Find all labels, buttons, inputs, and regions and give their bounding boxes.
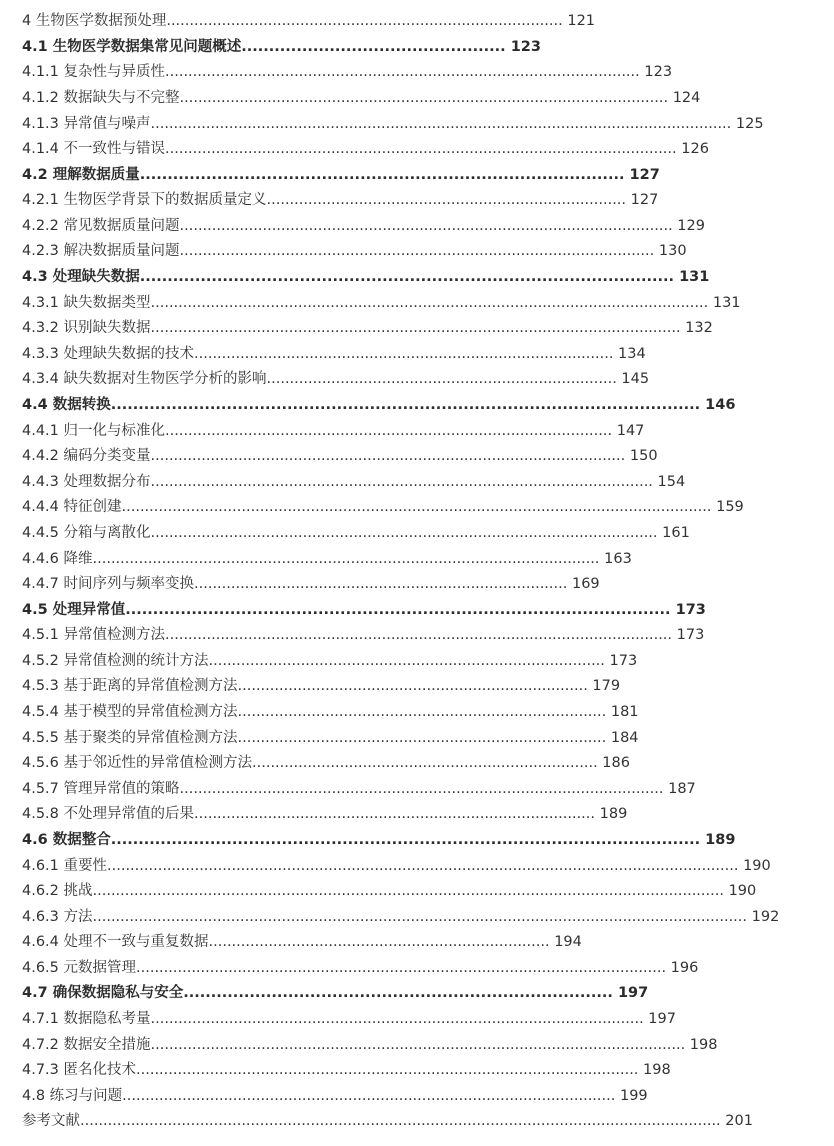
toc-dot-leader: ....................................................................................................... <box>165 64 640 80</box>
toc-page-number: 150 <box>625 448 658 464</box>
toc-entry-title: 4.2.1 生物医学背景下的数据质量定义 <box>22 192 267 208</box>
toc-entry-title: 4.3.3 处理缺失数据的技术 <box>22 346 195 362</box>
toc-page-number: 123 <box>639 64 673 80</box>
toc-entry <box>22 240 687 262</box>
toc-entry <box>22 317 713 339</box>
toc-page-number: 126 <box>676 141 709 157</box>
toc-page-number: 181 <box>606 704 639 720</box>
toc-entry-title: 4.5 处理异常值 <box>22 602 126 618</box>
toc-entry-title: 4.6.3 方法 <box>22 909 93 925</box>
toc-entry <box>22 1085 648 1107</box>
toc-dot-leader: ...................................................................................... <box>208 653 605 669</box>
toc-page-number: 184 <box>606 730 639 746</box>
toc-entry <box>22 189 658 211</box>
toc-section-heading <box>22 982 648 1004</box>
toc-entry-title: 4.6.2 挑战 <box>22 883 93 899</box>
toc-entry <box>22 496 744 518</box>
toc-entry-title: 4.3 处理缺失数据 <box>22 269 140 285</box>
toc-entry <box>22 113 764 135</box>
toc-entry-title: 4.3.4 缺失数据对生物医学分析的影响 <box>22 371 267 387</box>
toc-entry-title: 4.7.2 数据安全措施 <box>22 1037 151 1053</box>
toc-entry-title: 4 生物医学数据预处理 <box>22 13 167 29</box>
toc-entry <box>22 215 705 237</box>
toc-entry <box>22 1034 717 1056</box>
toc-entry <box>22 138 709 160</box>
toc-entry <box>22 61 672 83</box>
toc-dot-leader: ....................................................................................... <box>194 806 596 822</box>
toc-entry-title: 4.1.1 复杂性与异质性 <box>22 64 166 80</box>
toc-entry <box>22 343 646 365</box>
toc-page-number: 123 <box>505 39 541 55</box>
toc-section-heading <box>22 394 735 416</box>
toc-entry-title: 4.4.4 特征创建 <box>22 499 122 515</box>
toc-page-number: 134 <box>613 346 646 362</box>
toc-dot-leader: ....................................................................................................... <box>150 448 626 464</box>
toc-entry-title: 4.5.6 基于邻近性的异常值检测方法 <box>22 755 253 771</box>
toc-page-number: 173 <box>604 653 638 669</box>
toc-page-number: 131 <box>708 295 741 311</box>
toc-page-number: 190 <box>738 858 771 874</box>
toc-entry <box>22 10 595 32</box>
toc-entry <box>22 880 756 902</box>
toc-page-number: 186 <box>597 755 630 771</box>
toc-page-number: 173 <box>670 602 706 618</box>
toc-dot-leader: ....................................................................................................... <box>179 243 655 259</box>
toc-entry-title: 4.3.2 识别缺失数据 <box>22 320 151 336</box>
toc-dot-leader: ........................................................................................................... <box>150 1011 644 1027</box>
toc-entry-title: 4.2 理解数据质量 <box>22 167 140 183</box>
toc-dot-leader: ................................................ <box>241 39 506 55</box>
toc-entry <box>22 727 639 749</box>
toc-entry <box>22 471 685 493</box>
toc-dot-leader: ........................................................................... <box>252 755 598 771</box>
toc-page-number: 179 <box>587 678 621 694</box>
toc-entry-title: 4.5.5 基于聚类的异常值检测方法 <box>22 730 238 746</box>
toc-entry-title: 4.4.6 降维 <box>22 551 93 567</box>
toc-entry <box>22 1008 676 1030</box>
toc-page-number: 189 <box>700 832 736 848</box>
toc-entry-title: 4.7.1 数据隐私考量 <box>22 1011 151 1027</box>
toc-section-heading <box>22 599 706 621</box>
toc-page-number: 127 <box>626 192 659 208</box>
toc-entry <box>22 624 704 646</box>
toc-page-number: 197 <box>612 985 649 1001</box>
toc-entry <box>22 803 627 825</box>
toc-dot-leader: ......................................................................................................... <box>179 781 664 797</box>
toc-entry-title: 4.5.1 异常值检测方法 <box>22 627 166 643</box>
toc-dot-leader: .............................................................................................................. <box>92 551 600 567</box>
toc-entry-title: 4.2.2 常见数据质量问题 <box>22 218 180 234</box>
toc-page-number: 159 <box>711 499 744 515</box>
toc-page-number: 154 <box>652 474 686 490</box>
toc-entry-title: 4.4.3 处理数据分布 <box>22 474 151 490</box>
toc-page-number: 132 <box>680 320 713 336</box>
toc-page-number: 130 <box>654 243 687 259</box>
toc-entry <box>22 931 582 953</box>
toc-dot-leader: ................................................................................................................... <box>136 960 667 976</box>
toc-dot-leader: ........................................................................................... <box>194 346 614 362</box>
toc-page-number: 161 <box>657 525 690 541</box>
toc-entry <box>22 855 771 877</box>
toc-page-number: 198 <box>638 1062 671 1078</box>
toc-entry-title: 4.6.1 重要性 <box>22 858 108 874</box>
toc-page-number: 199 <box>615 1088 648 1104</box>
toc-page-number: 197 <box>643 1011 676 1027</box>
toc-section-heading <box>22 829 735 851</box>
toc-page-number: 173 <box>672 627 705 643</box>
toc-dot-leader: .............................................................................................................................. <box>150 116 732 132</box>
toc-entry-title: 4.5.2 异常值检测的统计方法 <box>22 653 209 669</box>
toc-page-number: 189 <box>595 806 628 822</box>
toc-entry-title: 4.5.7 管理异常值的策略 <box>22 781 180 797</box>
toc-entry <box>22 573 600 595</box>
toc-dot-leader: ......................................................................................................................... <box>150 295 709 311</box>
toc-entry-title: 4.1.3 异常值与噪声 <box>22 116 151 132</box>
toc-dot-leader: ............................................................................ <box>237 678 588 694</box>
toc-entry <box>22 1059 671 1081</box>
toc-entry-title: 4.4.7 时间序列与频率变换 <box>22 576 195 592</box>
toc-page-number: 187 <box>663 781 696 797</box>
toc-entry <box>22 445 658 467</box>
toc-section-heading <box>22 266 709 288</box>
toc-dot-leader: .............................................................................................................................................. <box>92 909 748 925</box>
toc-entry <box>22 420 644 442</box>
toc-entry-title: 4.1.2 数据缺失与不完整 <box>22 90 180 106</box>
toc-entry-title: 4.5.8 不处理异常值的后果 <box>22 806 195 822</box>
toc-dot-leader: ........................................................................................................... <box>122 1088 616 1104</box>
toc-page-number: 121 <box>562 13 596 29</box>
toc-entry-title: 4.6 数据整合 <box>22 832 111 848</box>
toc-page-number: 192 <box>747 909 780 925</box>
toc-dot-leader: ......................................................................................................................................... <box>92 883 724 899</box>
toc-entry <box>22 87 700 109</box>
toc-dot-leader: ................................................................................................. <box>165 423 613 439</box>
toc-entry <box>22 957 698 979</box>
toc-page-number: 127 <box>624 167 660 183</box>
toc-dot-leader: ........................................................................................................................................... <box>80 1113 721 1129</box>
toc-page-number: 194 <box>549 934 582 950</box>
toc-dot-leader: ........................................................................................................... <box>179 218 673 234</box>
toc-entry <box>22 368 649 390</box>
toc-entry-title: 4.8 练习与问题 <box>22 1088 123 1104</box>
toc-dot-leader: ......................................................................................................................................... <box>107 858 739 874</box>
toc-entry-title: 4.6.5 元数据管理 <box>22 960 137 976</box>
toc-dot-leader: ................................................................................................... <box>125 602 671 618</box>
toc-dot-leader: ............................................................................................................. <box>136 1062 639 1078</box>
toc-dot-leader: ............................................................................ <box>266 371 617 387</box>
toc-entry-title: 4.4.5 分箱与离散化 <box>22 525 151 541</box>
toc-entry-title: 4.7.3 匿名化技术 <box>22 1062 137 1078</box>
toc-dot-leader: .................................................................................................................... <box>150 1037 686 1053</box>
toc-page-number: 129 <box>672 218 705 234</box>
toc-entry-title: 4.1 生物医学数据集常见问题概述 <box>22 39 242 55</box>
toc-page-number: 169 <box>567 576 600 592</box>
toc-entry-title: 4.4 数据转换 <box>22 397 111 413</box>
toc-page-number: 124 <box>668 90 701 106</box>
toc-page-number: 145 <box>616 371 650 387</box>
toc-dot-leader: ........................................................................................................... <box>110 832 701 848</box>
toc-dot-leader: ...................................................................................... <box>166 13 563 29</box>
toc-page-number: 146 <box>700 397 736 413</box>
toc-entry <box>22 906 779 928</box>
toc-page-number: 190 <box>723 883 757 899</box>
toc-dot-leader: ................................................................................. <box>194 576 568 592</box>
toc-entry <box>22 548 632 570</box>
toc-entry-title: 参考文献 <box>22 1113 80 1129</box>
toc-page-number: 201 <box>720 1113 753 1129</box>
toc-entry-title: 4.5.3 基于距离的异常值检测方法 <box>22 678 238 694</box>
toc-page-number: 163 <box>599 551 632 567</box>
toc-entry-title: 4.6.4 处理不一致与重复数据 <box>22 934 209 950</box>
toc-dot-leader: .............................................................................................................. <box>150 525 658 541</box>
toc-dot-leader: .............................................................................. <box>183 985 613 1001</box>
toc-entry-title: 4.1.4 不一致性与错误 <box>22 141 166 157</box>
toc-dot-leader: ................................................................................................................... <box>150 320 681 336</box>
toc-dot-leader: ................................................................................................................................ <box>121 499 712 515</box>
toc-entry-title: 4.5.4 基于模型的异常值检测方法 <box>22 704 238 720</box>
toc-page-number: 147 <box>612 423 645 439</box>
toc-dot-leader: ................................................................................................. <box>139 269 675 285</box>
toc-dot-leader: .............................................................................................................. <box>165 627 673 643</box>
toc-dot-leader: ........................................................................................................... <box>110 397 701 413</box>
toc-entry <box>22 701 639 723</box>
toc-entry <box>22 752 630 774</box>
toc-section-heading <box>22 164 660 186</box>
toc-page-number: 196 <box>666 960 699 976</box>
toc-dot-leader: ................................................................................ <box>237 730 607 746</box>
toc-entry-title: 4.4.1 归一化与标准化 <box>22 423 166 439</box>
toc-entry-title: 4.2.3 解决数据质量问题 <box>22 243 180 259</box>
toc-dot-leader: .......................................................................... <box>208 934 550 950</box>
toc-entry-title: 4.4.2 编码分类变量 <box>22 448 151 464</box>
toc-entry <box>22 675 620 697</box>
toc-dot-leader: ............................................................................................................. <box>150 474 653 490</box>
toc-entry <box>22 1110 753 1132</box>
toc-entry <box>22 778 696 800</box>
toc-section-heading <box>22 36 541 58</box>
toc-dot-leader: .......................................................................................................... <box>179 90 669 106</box>
toc-dot-leader: ............................................................................................................... <box>165 141 677 157</box>
toc-entry <box>22 292 741 314</box>
toc-entry <box>22 650 637 672</box>
toc-entry <box>22 522 690 544</box>
toc-dot-leader: ........................................................................................ <box>139 167 625 183</box>
toc-page-number: 125 <box>731 116 764 132</box>
toc-entry-title: 4.7 确保数据隐私与安全 <box>22 985 184 1001</box>
toc-entry-title: 4.3.1 缺失数据类型 <box>22 295 151 311</box>
toc-dot-leader: .............................................................................. <box>266 192 627 208</box>
toc-page-number: 198 <box>685 1037 718 1053</box>
toc-page-number: 131 <box>674 269 710 285</box>
toc-dot-leader: ................................................................................ <box>237 704 607 720</box>
